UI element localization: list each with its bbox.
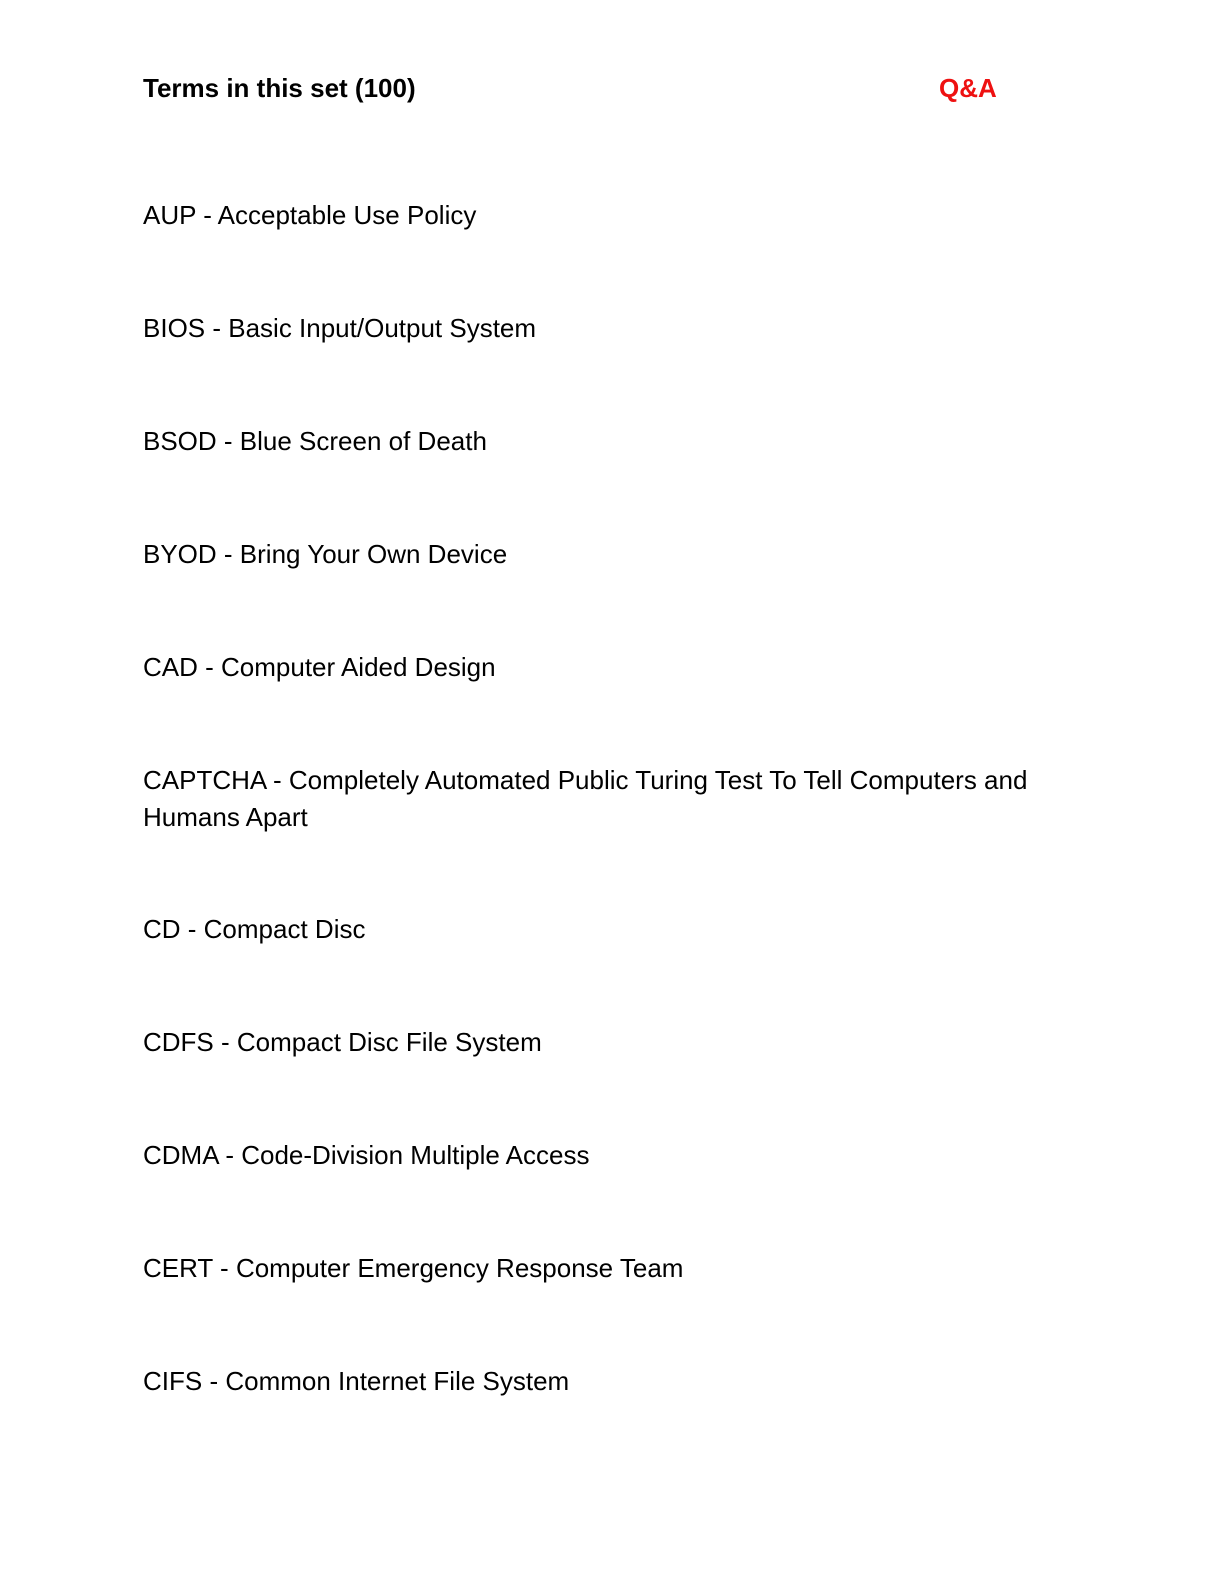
- term-item: CIFS - Common Internet File System: [143, 1366, 570, 1396]
- term-item: CAD - Computer Aided Design: [143, 652, 496, 682]
- term-item: AUP - Acceptable Use Policy: [143, 200, 477, 230]
- term-item: CERT - Computer Emergency Response Team: [143, 1253, 684, 1283]
- term-item: BIOS - Basic Input/Output System: [143, 313, 537, 343]
- page-title: Terms in this set (100): [143, 73, 416, 103]
- qa-label: Q&A: [939, 73, 997, 103]
- term-item: BSOD - Blue Screen of Death: [143, 426, 487, 456]
- term-item: CDMA - Code-Division Multiple Access: [143, 1140, 590, 1170]
- term-item: BYOD - Bring Your Own Device: [143, 539, 508, 569]
- term-item: CDFS - Compact Disc File System: [143, 1027, 542, 1057]
- term-item: CD - Compact Disc: [143, 914, 366, 944]
- term-item: CAPTCHA - Completely Automated Public Turing Test To Tell Computers and Humans Apart: [143, 765, 1028, 832]
- page-header: [143, 70, 1043, 110]
